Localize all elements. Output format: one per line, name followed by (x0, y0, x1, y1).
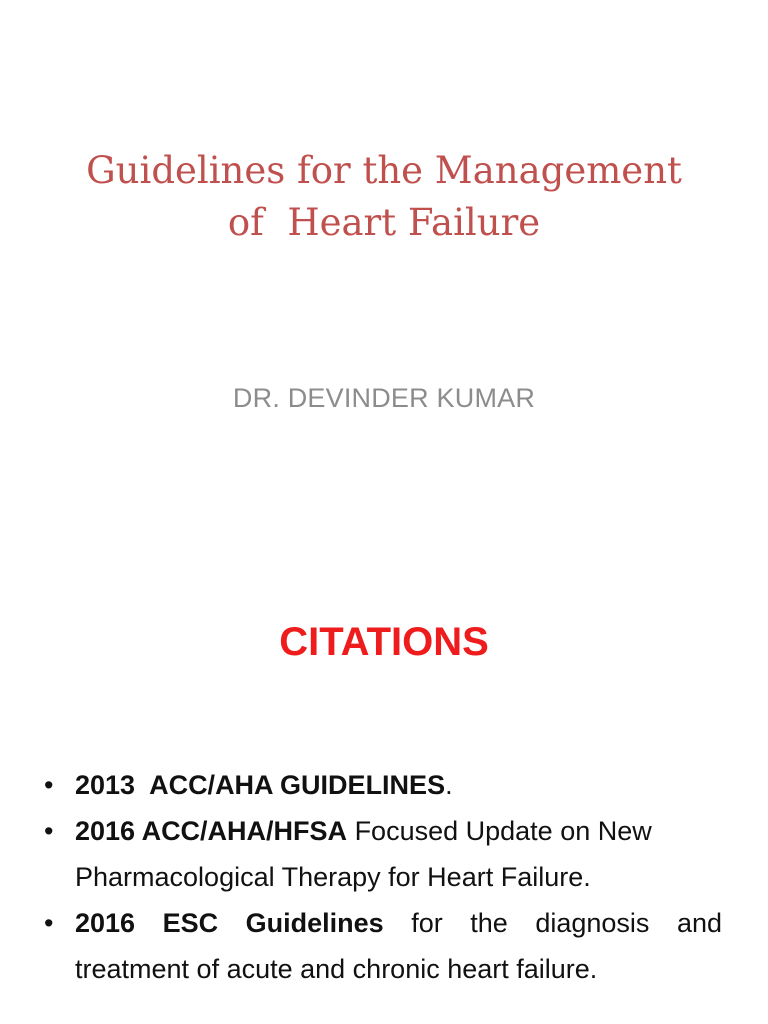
list-item (44, 900, 722, 992)
citation-2-text: Focused Update on New Pharmacological Therapy for Heart Failure. (75, 816, 652, 892)
presentation-title (34, 145, 734, 249)
citations-list (44, 762, 722, 992)
citation-1-text: . (445, 770, 453, 800)
author-name: DR. DEVINDER KUMAR (232, 383, 536, 413)
bullet-icon: • (44, 770, 54, 800)
citations-heading: CITATIONS (279, 620, 489, 664)
citation-1-bold: 2013 ACC/AHA GUIDELINES (75, 770, 446, 800)
citations-slide (0, 576, 768, 1024)
title-line-2: of Heart Failure (227, 201, 541, 244)
list-item (44, 808, 722, 900)
list-item (44, 762, 722, 808)
citation-3-text: for the diagnosis and treatment of acute and chronic heart failure. (75, 908, 722, 984)
bullet-icon: • (44, 908, 54, 938)
citation-3-bold: 2016 ESC Guidelines (75, 908, 384, 938)
title-line-1: Guidelines for the Management (86, 149, 682, 192)
bullet-icon: • (44, 816, 54, 846)
citation-2-bold: 2016 ACC/AHA/HFSA (75, 816, 348, 846)
